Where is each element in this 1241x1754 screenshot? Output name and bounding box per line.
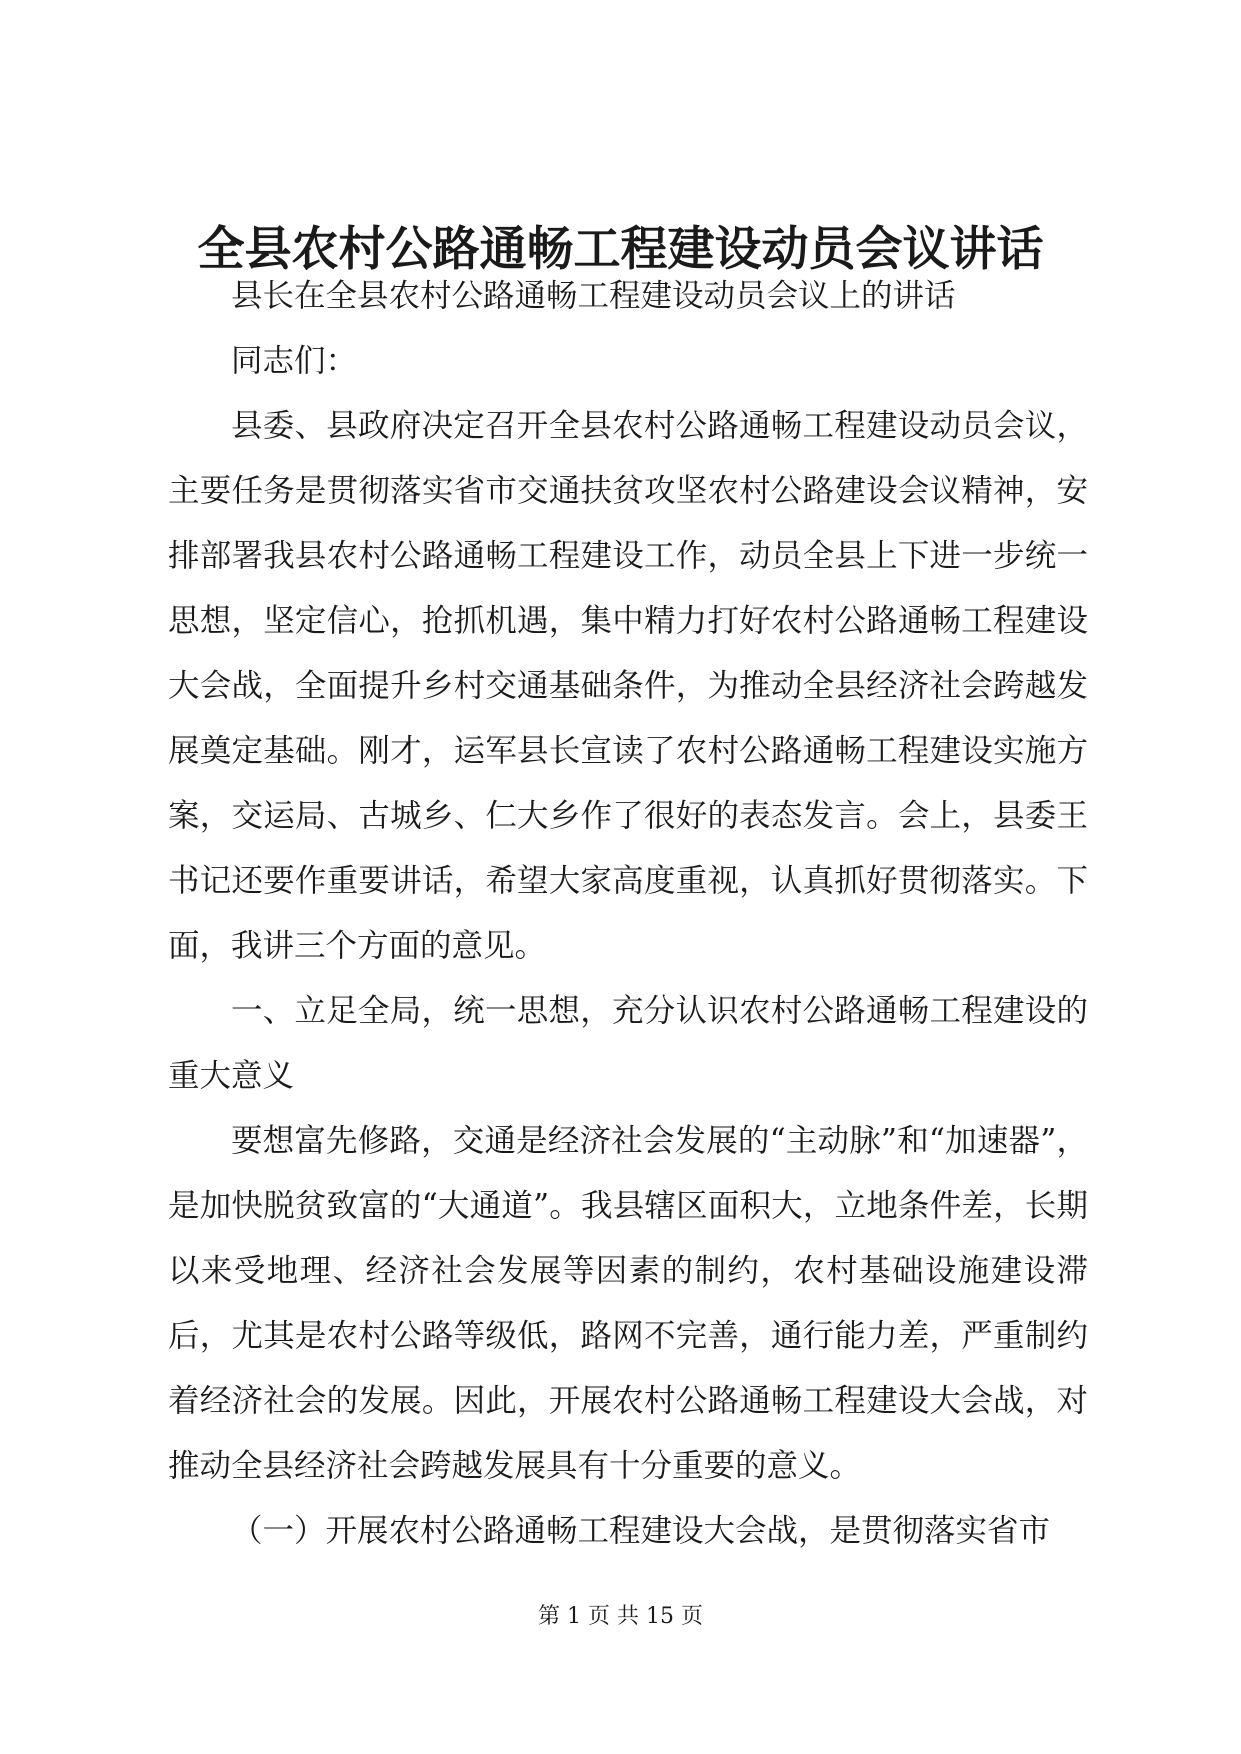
- document-body: [168, 264, 1088, 1564]
- document-title: 全县农村公路通畅工程建设动员会议讲话: [197, 222, 1044, 277]
- salutation: 同志们：: [231, 343, 358, 379]
- page-number-footer: 第 1 页 共 15 页: [538, 1604, 703, 1629]
- speech-subtitle: 县长在全县农村公路通畅工程建设动员会议上的讲话: [231, 278, 956, 314]
- body-paragraph: 要想富先修路，交通是经济社会发展的“主动脉”和“加速器”，是加快脱贫致富的“大通道”。我县辖区面积大，立地条件差，长期以来受地理、经济社会发展等因素的制约，农村基础设施建设滞后，尤其是农村公路等级低，路网不完善，通行能力差，严重制约着经济社会的发展。因此，开展农村公路通畅工程建设大会战，对推动全县经济社会跨越发展具有十分重要的意义。: [168, 1123, 1088, 1484]
- subsection-heading: （一）开展农村公路通畅工程建设大会战，是贯彻落实省市: [231, 1513, 1051, 1549]
- section-heading: 一、立足全局，统一思想，充分认识农村公路通畅工程建设的重大意义: [168, 993, 1088, 1094]
- body-paragraph: 县委、县政府决定召开全县农村公路通畅工程建设动员会议，主要任务是贯彻落实省市交通扶贫攻坚农村公路建设会议精神，安排部署我县农村公路通畅工程建设工作，动员全县上下进一步统一思想，坚定信心，抢抓机遇，集中精力打好农村公路通畅工程建设大会战，全面提升乡村交通基础条件，为推动全县经济社会跨越发展奠定基础。刚才，运军县长宣读了农村公路通畅工程建设实施方案，交运局、古城乡、仁大乡作了很好的表态发言。会上，县委王书记还要作重要讲话，希望大家高度重视，认真抓好贯彻落实。下面，我讲三个方面的意见。: [168, 408, 1088, 964]
